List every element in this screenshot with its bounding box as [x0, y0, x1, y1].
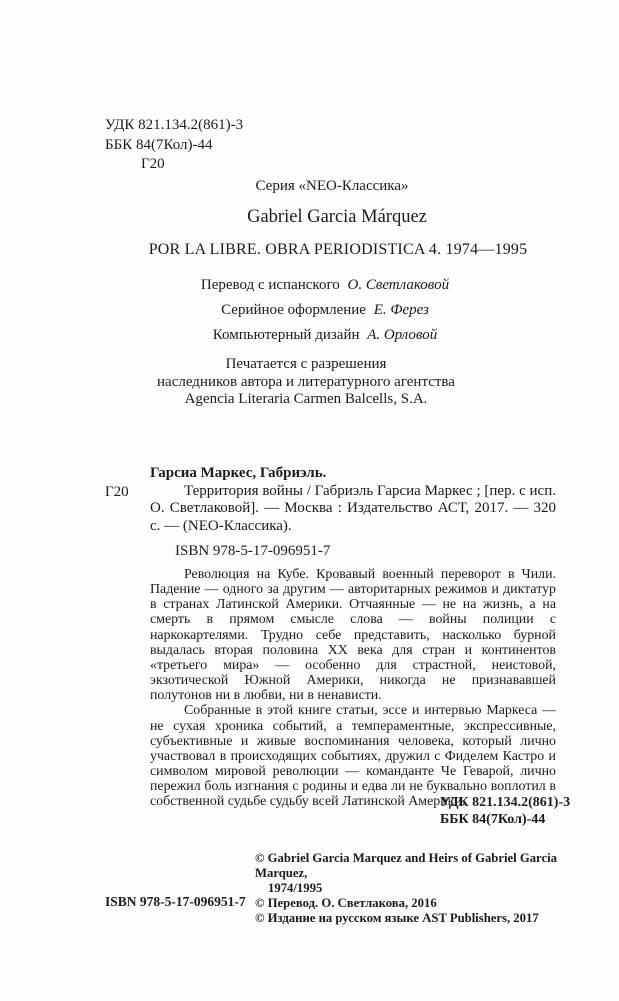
- bottom-bibliographic-codes: [440, 795, 570, 828]
- permission-notice: [85, 356, 527, 409]
- udk-code-bottom: УДК 821.134.2(861)-3: [440, 795, 571, 810]
- credit-translator-name: О. Светлаковой: [347, 277, 450, 293]
- annotation-paragraph-2: Собранные в этой книге статьи, эссе и интервью Маркеса — не сухая хроника событий, а темпераментные, экспрессивные, субъективные и живые воспоминания человека, который лично участвовал в происходящих событиях, дружил с Фиделем Кастро и символом мировой революции — команданте Че Геварой, лично пережил боль изгнания с родины и едва ли не буквально воплотил в собственной судьбе судьбу всей Латинской Америки.: [150, 703, 556, 810]
- bbk-code-bottom: ББК 84(7Кол)-44: [440, 811, 546, 827]
- permission-line-3: Agencia Literaria Carmen Balcells, S.A.: [184, 391, 428, 408]
- copyright-author-line-2: 1974/1995: [268, 881, 323, 895]
- credit-computer-design-label: Компьютерный дизайн: [212, 327, 360, 343]
- credit-translator: [100, 277, 550, 294]
- copyright-author-line-1: © Gabriel Garcia Marquez and Heirs of Gabriel Garcia Marquez,: [255, 851, 557, 880]
- catalog-author-sign: Г20: [105, 484, 129, 500]
- isbn-bottom: ISBN 978-5-17-096951-7: [105, 894, 246, 909]
- credit-series-design-name: Е. Ферез: [373, 302, 429, 318]
- credit-series-design: [100, 302, 550, 319]
- isbn-catalog: ISBN 978-5-17-096951-7: [175, 543, 331, 559]
- credit-translator-label: Перевод с испанского: [200, 277, 340, 293]
- catalog-author-heading: Гарсиа Маркес, Габриэль.: [150, 465, 327, 481]
- catalog-entry: Территория войны / Габриэль Гарсиа Маркес ; [пер. с исп. О. Светлаковой]. — Москва : Издательство АСТ, 2017. — 320 с. — (NEO-Классика).: [150, 483, 556, 534]
- annotation-paragraph-1: Революция на Кубе. Кровавый военный переворот в Чили. Падение — одного за другим — авторитарных режимов и диктатур в странах Латинской Америки. Отчаянные — не на жизнь, а на смерть в прямом смысле слова — войны полиции с наркокартелями. Трудно себе представить, насколько бурной выдалась вторая половина XX века для стран и континентов «третьего мира» — особенно для страстной, неистовой, экзотической Южной Америки, никогда не признававшей полутонов ни в любви, ни в ненависти.: [150, 567, 556, 704]
- annotation: [150, 567, 556, 810]
- edition-credits: [100, 277, 550, 352]
- bbk-code-top: ББК 84(7Кол)-44: [105, 136, 213, 153]
- credit-series-design-label: Серийное оформление: [221, 302, 366, 318]
- author-sign-top: Г20: [141, 156, 165, 172]
- copyright-publisher: © Издание на русском языке AST Publishers, 2017: [255, 911, 539, 925]
- author-name: Gabriel Garcia Márquez: [247, 207, 427, 227]
- permission-line-2: наследников автора и литературного агентства: [157, 373, 455, 390]
- series-title: Серия «NEO-Классика»: [255, 178, 409, 194]
- top-bibliographic-codes: [105, 116, 243, 175]
- original-title: POR LA LIBRE. OBRA PERIODISTICA 4. 1974—1995: [148, 241, 528, 258]
- credit-computer-design: [100, 327, 550, 344]
- udk-code-top: УДК 821.134.2(861)-3: [105, 117, 244, 133]
- credit-computer-design-name: А. Орловой: [367, 327, 438, 343]
- copyright-block: [255, 851, 587, 926]
- copyright-translation: © Перевод. О. Светлакова, 2016: [255, 896, 437, 910]
- permission-line-1: Печатается с разрешения: [225, 356, 387, 372]
